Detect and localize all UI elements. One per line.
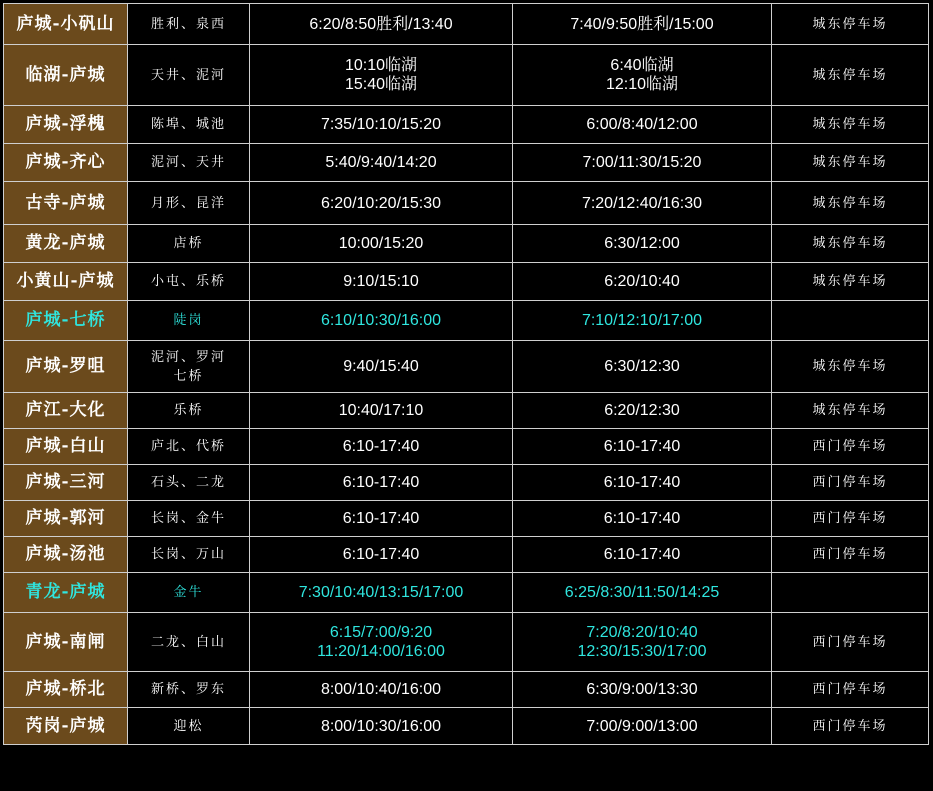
schedule-body [4, 4, 929, 745]
departure-station: 西门停车场 [772, 501, 929, 537]
via-stops: 石头、二龙 [128, 465, 250, 501]
via-stops: 庐北、代桥 [128, 429, 250, 465]
departure-times-b: 7:20/12:40/16:30 [513, 182, 772, 225]
route-name: 庐城-浮槐 [4, 106, 128, 144]
departure-station: 西门停车场 [772, 708, 929, 745]
departure-times-a: 9:40/15:40 [250, 341, 513, 393]
via-stops: 二龙、白山 [128, 613, 250, 672]
departure-station: 西门停车场 [772, 429, 929, 465]
route-name: 临湖-庐城 [4, 45, 128, 106]
departure-times-a: 6:15/7:00/9:20 11:20/14:00/16:00 [250, 613, 513, 672]
departure-times-b: 6:40临湖 12:10临湖 [513, 45, 772, 106]
via-stops: 天井、泥河 [128, 45, 250, 106]
departure-times-b: 6:30/9:00/13:30 [513, 672, 772, 708]
table-row [4, 537, 929, 573]
departure-station [772, 301, 929, 341]
table-row [4, 429, 929, 465]
departure-station: 西门停车场 [772, 537, 929, 573]
via-stops: 泥河、罗河 七桥 [128, 341, 250, 393]
via-stops: 店桥 [128, 225, 250, 263]
via-stops: 长岗、万山 [128, 537, 250, 573]
departure-times-a: 5:40/9:40/14:20 [250, 144, 513, 182]
table-row [4, 393, 929, 429]
departure-times-b: 6:10-17:40 [513, 465, 772, 501]
departure-times-a: 10:10临湖 15:40临湖 [250, 45, 513, 106]
departure-times-b: 7:00/11:30/15:20 [513, 144, 772, 182]
departure-times-a: 9:10/15:10 [250, 263, 513, 301]
departure-station: 城东停车场 [772, 4, 929, 45]
departure-times-b: 6:10-17:40 [513, 429, 772, 465]
table-row [4, 225, 929, 263]
table-row [4, 465, 929, 501]
departure-times-a: 8:00/10:40/16:00 [250, 672, 513, 708]
departure-times-b: 6:10-17:40 [513, 501, 772, 537]
departure-times-b: 7:20/8:20/10:40 12:30/15:30/17:00 [513, 613, 772, 672]
departure-station: 西门停车场 [772, 465, 929, 501]
via-stops: 迎松 [128, 708, 250, 745]
route-name: 庐城-白山 [4, 429, 128, 465]
via-stops: 金牛 [128, 573, 250, 613]
route-name: 庐城-小矾山 [4, 4, 128, 45]
departure-times-a: 6:10/10:30/16:00 [250, 301, 513, 341]
via-stops: 泥河、天井 [128, 144, 250, 182]
departure-times-a: 8:00/10:30/16:00 [250, 708, 513, 745]
table-row [4, 144, 929, 182]
route-name: 芮岗-庐城 [4, 708, 128, 745]
departure-times-a: 6:10-17:40 [250, 501, 513, 537]
route-name: 庐城-南闸 [4, 613, 128, 672]
via-stops: 胜利、泉西 [128, 4, 250, 45]
route-name: 庐城-桥北 [4, 672, 128, 708]
route-name: 庐城-齐心 [4, 144, 128, 182]
departure-times-a: 10:00/15:20 [250, 225, 513, 263]
departure-station: 城东停车场 [772, 393, 929, 429]
route-name: 庐城-三河 [4, 465, 128, 501]
departure-station: 城东停车场 [772, 144, 929, 182]
via-stops: 乐桥 [128, 393, 250, 429]
table-row [4, 301, 929, 341]
route-name: 小黄山-庐城 [4, 263, 128, 301]
table-row [4, 573, 929, 613]
table-row [4, 106, 929, 144]
via-stops: 陈埠、城池 [128, 106, 250, 144]
departure-times-a: 7:35/10:10/15:20 [250, 106, 513, 144]
route-name: 古寺-庐城 [4, 182, 128, 225]
departure-station: 城东停车场 [772, 106, 929, 144]
departure-times-b: 6:30/12:30 [513, 341, 772, 393]
route-name: 庐城-郭河 [4, 501, 128, 537]
departure-times-a: 6:10-17:40 [250, 537, 513, 573]
route-name: 庐城-汤池 [4, 537, 128, 573]
departure-station: 西门停车场 [772, 672, 929, 708]
departure-times-b: 6:30/12:00 [513, 225, 772, 263]
route-name: 庐城-七桥 [4, 301, 128, 341]
departure-station [772, 573, 929, 613]
departure-times-a: 6:20/8:50胜利/13:40 [250, 4, 513, 45]
table-row [4, 4, 929, 45]
table-row [4, 672, 929, 708]
departure-times-b: 7:10/12:10/17:00 [513, 301, 772, 341]
departure-station: 城东停车场 [772, 341, 929, 393]
route-name: 黄龙-庐城 [4, 225, 128, 263]
departure-station: 城东停车场 [772, 182, 929, 225]
departure-station: 城东停车场 [772, 45, 929, 106]
table-row [4, 45, 929, 106]
departure-times-a: 7:30/10:40/13:15/17:00 [250, 573, 513, 613]
via-stops: 陡岗 [128, 301, 250, 341]
via-stops: 月形、昆洋 [128, 182, 250, 225]
departure-times-b: 7:00/9:00/13:00 [513, 708, 772, 745]
table-row [4, 501, 929, 537]
table-row [4, 182, 929, 225]
departure-times-a: 10:40/17:10 [250, 393, 513, 429]
departure-times-b: 6:25/8:30/11:50/14:25 [513, 573, 772, 613]
departure-times-b: 6:20/12:30 [513, 393, 772, 429]
departure-times-b: 6:20/10:40 [513, 263, 772, 301]
departure-times-b: 6:00/8:40/12:00 [513, 106, 772, 144]
table-row [4, 341, 929, 393]
via-stops: 新桥、罗东 [128, 672, 250, 708]
route-name: 庐城-罗咀 [4, 341, 128, 393]
departure-station: 城东停车场 [772, 225, 929, 263]
departure-station: 西门停车场 [772, 613, 929, 672]
departure-times-b: 6:10-17:40 [513, 537, 772, 573]
departure-station: 城东停车场 [772, 263, 929, 301]
departure-times-a: 6:10-17:40 [250, 465, 513, 501]
table-row [4, 263, 929, 301]
departure-times-a: 6:10-17:40 [250, 429, 513, 465]
table-row [4, 708, 929, 745]
departure-times-b: 7:40/9:50胜利/15:00 [513, 4, 772, 45]
via-stops: 小屯、乐桥 [128, 263, 250, 301]
departure-times-a: 6:20/10:20/15:30 [250, 182, 513, 225]
table-row [4, 613, 929, 672]
route-name: 庐江-大化 [4, 393, 128, 429]
route-name: 青龙-庐城 [4, 573, 128, 613]
via-stops: 长岗、金牛 [128, 501, 250, 537]
bus-schedule-table [3, 3, 929, 745]
